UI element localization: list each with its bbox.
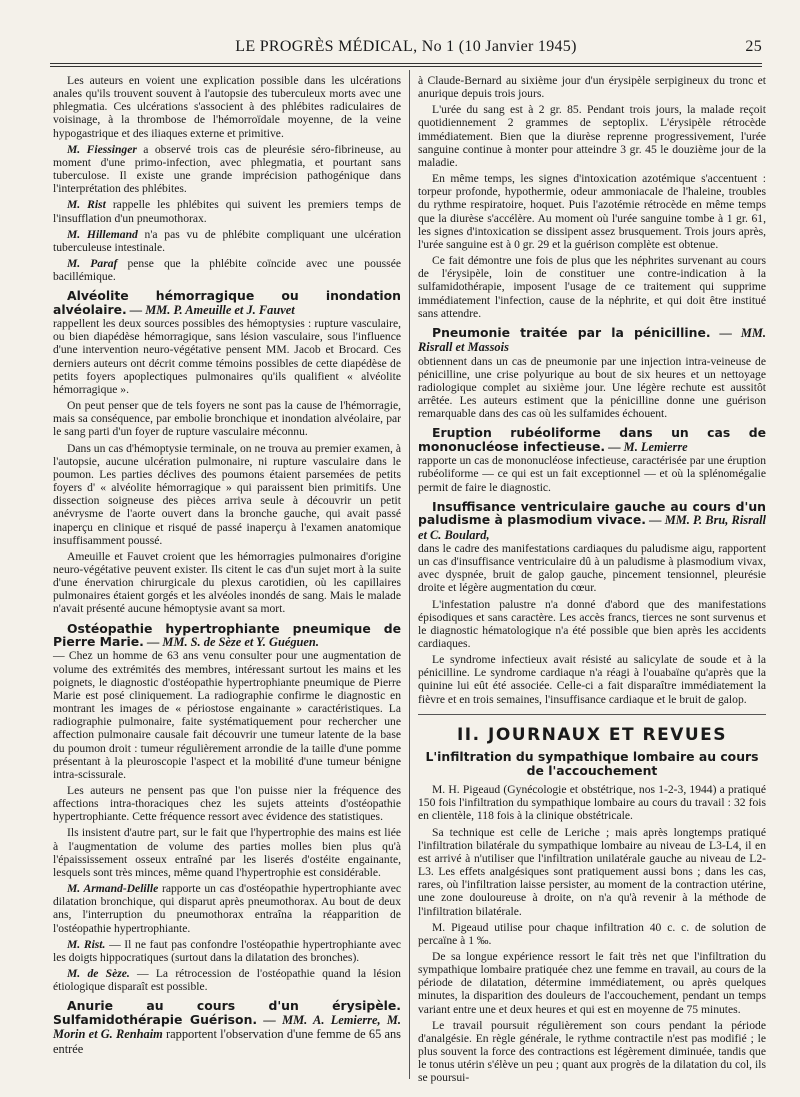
- paragraph-text: (Gynécologie et obstétrique, nos 1-2-3, 1944) a pratiqué 150 fois l'infiltration du sympathique lombaire au cours du travail : 32 fois en clientèle, 118 fois à la clinique obstétricale.: [418, 783, 766, 823]
- author-name: — MM. A. Lemierre, M. Morin et G. Renhaim: [53, 1012, 402, 1042]
- column-divider: [409, 70, 410, 1079]
- author-name: — MM. P. Bru, Risrall et C. Boulard,: [418, 513, 766, 542]
- section-title: II. JOURNAUX ET REVUES: [456, 724, 728, 745]
- paragraph: à Claude-Bernard au sixième jour d'un érysipèle serpigineux du tronc et anurique depuis trois jours.: [418, 74, 766, 101]
- author-name: M. Paraf: [67, 257, 118, 271]
- paragraph: M. Pigeaud utilise pour chaque infiltration 40 c. c. de solution de percaïne à 1 ‰.: [418, 920, 766, 947]
- author-name: M. de Sèze.: [67, 967, 130, 980]
- right-column: [418, 74, 766, 1085]
- heading-text: Ostéopathie hypertrophiante pneumique de Pierre Marie.: [53, 620, 401, 649]
- paragraph: rappellent les deux sources possibles des hémoptysies : rupture vasculaire, ou bien diapédèse hémorragique, sans lésion vasculaire, sous l'influence d'une intervention neuro-végétative pensent MM. Jacob et Brocard. Ces derniers auteurs ont décrit comme témoins possibles de cette diapédèse de petits foyers apoplectiques pulmonaires qu'ils qualifient « alvéolite hémorragique ».: [53, 317, 401, 396]
- paragraph: [53, 882, 401, 935]
- paragraph: [53, 198, 401, 224]
- paragraph: rapporte un cas de mononucléose infectieuse, caractérisée par une éruption rubéoliforme — ce qui est un fait exceptionnel — et où la splénomégalie permit de faire le diagnostic.: [418, 454, 766, 494]
- paragraph: De sa longue expérience ressort le fait très net que l'infiltration du sympathique lombaire pratiquée chez une femme en travail, au cours de la période de dilatation, détermine immédiatement, ou après quelques minutes, la disparition des douleurs de l'accouchement, pendant un temps variant entre une et deux heures et qui est en moyenne de 75 minutes.: [418, 950, 766, 1016]
- journal-title: LE PROGRÈS MÉDICAL, No 1 (10 Janvier 1945): [235, 38, 577, 55]
- paragraph: obtiennent dans un cas de pneumonie par une injection intra-veineuse de pénicilline, une crise polyurique au bout de six heures et un nettoyage radiologique complet au sixième jour. Une légère rechute est aussitôt arrêtée. Les auteurs estiment que la pénicilline donne une guérison remarquable dans des cas où les sulfamides échouent.: [418, 354, 766, 421]
- running-header: [50, 38, 762, 60]
- paragraph: En même temps, les signes d'intoxication azotémique s'accentuent : torpeur profonde, hypothermie, odeur ammoniacale de l'haleine, troubles du rythme respiratoire, hoquet. Puis l'azotémie rétrocède en même temps que la diurèse s'accélère. Au moment où l'urée sanguine tombe à 1 gr. 61, les signes d'intoxication se dissipent assez brusquement. Trois jours après, l'urée sanguine est à 0 gr. 29 et la guérison complète est obtenue.: [418, 172, 766, 251]
- paragraph-text: — La rétrocession de l'ostéopathie quand la lésion étiologique disparaît est possible.: [53, 967, 401, 994]
- heading-text: Pneumonie traitée par la pénicilline.: [432, 324, 711, 340]
- paragraph: dans le cadre des manifestations cardiaques du paludisme aigu, rapportent un cas d'insuffisance ventriculaire dû à un paludisme à plasmodium vivax, avec dyspnée, bruit de galop gauche, pincement tensionnel, pleurésie droite et légère augmentation du cœur.: [418, 541, 766, 595]
- paragraph-text: rappelle les phlébites qui suivent les premiers temps de l'insufflation d'un pneumothorax.: [53, 198, 401, 225]
- article-heading: [53, 999, 401, 1056]
- paragraph: [53, 938, 401, 964]
- author-name: — MM. P. Ameuille et J. Fauvet: [126, 302, 295, 317]
- heading-text: Anurie au cours d'un érysipèle. Sulfamidothérapie Guérison.: [53, 998, 401, 1027]
- paragraph: Le syndrome infectieux avait résisté au salicylate de soude et à la pénicilline. Le syndrome cardiaque n'a réagi à l'ouabaïne qu'après que la quinine lui eût été associée. Celle-ci a fait disparaître immédiatement la fièvre et en trois semaines, l'insuffisance cardiaque et le bruit de galop.: [418, 653, 766, 706]
- paragraph: [53, 228, 401, 254]
- paragraph-text: pense que la phlébite coïncide avec une poussée bacillémique.: [53, 257, 401, 284]
- article-heading: [418, 426, 766, 454]
- author-name: M. Rist: [67, 198, 106, 212]
- author-name: M. Rist.: [67, 937, 106, 951]
- heading-text: Eruption rubéoliforme dans un cas de mononucléose infectieuse.: [418, 425, 766, 454]
- article-heading: [418, 500, 766, 542]
- paragraph: [418, 783, 766, 822]
- author-name: — M. Lemierre: [605, 439, 688, 454]
- section-divider: [418, 714, 766, 715]
- author-name: — MM. S. de Sèze et Y. Guéguen.: [143, 635, 319, 649]
- author-name: — MM. Risrall et Massois: [418, 325, 766, 355]
- paragraph-text: rapportent l'observation d'une femme de 65 ans entrée: [53, 1027, 401, 1056]
- article-heading: [53, 622, 401, 650]
- paragraph: Ameuille et Fauvet croient que les hémorragies pulmonaires d'origine neuro-végétative peuvent exister. Ils citent le cas d'un sujet mort à la suite d'une énervation chirurgicale du plexus carotidien, où les capillaires pulmonaires étaient gorgés et les alvéoles inondés de sang. Mais le malade n'avait présenté aucune hémoptysie avant sa mort.: [53, 549, 401, 616]
- article-heading: [418, 326, 766, 355]
- paragraph: Le travail poursuit régulièrement son cours pendant la période d'analgésie. En règle générale, le rythme contractile n'est pas modifié ; le plus souvent la force des contractions est légèrement diminuée, tandis que le tonus utérin s'élève un peu ; quant aux progrès de la dilatation du col, ils se poursui-: [418, 1018, 766, 1085]
- heading-text: Insuffisance ventriculaire gauche au cours d'un paludisme à plasmodium vivace.: [418, 498, 766, 528]
- header-rule: [50, 63, 762, 64]
- header-rule-double: [50, 66, 762, 67]
- left-column: [53, 74, 401, 1074]
- page-number: 25: [745, 38, 762, 55]
- paragraph-text: a observé trois cas de pleurésie séro-fibrineuse, au moment d'une primo-infection, avec phlegmatia, et pourtant sans tuberculose. Il existe une grande imprécision pathogénique dans l'interprétation des phlébites.: [53, 142, 401, 196]
- paragraph: [53, 143, 401, 196]
- paragraph-text: — Il ne faut pas confondre l'ostéopathie hypertrophiante avec les doigts hippocratiques (surtout dans la dilatation des bronches).: [53, 937, 401, 964]
- paragraph: Sa technique est celle de Leriche ; mais après longtemps pratiqué l'infiltration bilatérale du sympathique lombaire au niveau de L3-L4, il en est arrivé à n'utiliser que l'infiltration unilatérale gauche au niveau de L2-L3. Les effets analgésiques sont pratiquement aussi bons ; dans les cas, rares, où l'infiltration laisse persister, au moment de la contraction utérine, une zone douloureuse à droite, on n'a qu'à revenir à la méthode de l'infiltration bilatérale.: [418, 825, 766, 918]
- paragraph: Ils insistent d'autre part, sur le fait que l'hypertrophie des mains est liée à l'augmentation de volume des parties molles bien plus qu'à l'épaississement osseux entraîné par les liserés d'ostéite engainante, lesquels sont très minces, même quand l'hypertrophie est considérable.: [53, 826, 401, 879]
- paragraph-text: n'a pas vu de phlébite compliquant une ulcération tuberculeuse intestinale.: [53, 227, 402, 254]
- paragraph-text: rapporte un cas d'ostéopathie hypertrophiante avec dilatation bronchique, qui disparut après pneumothorax. Au bout de deux ans, l'interruption du pneumothorax entraîna la réapparition de l'ostéopathie hypertrophiante.: [53, 882, 402, 935]
- paragraph: L'urée du sang est à 2 gr. 85. Pendant trois jours, la malade reçoit quotidiennement 2 grammes de septoplix. L'érysipèle rétrocède immédiatement. Bien que la diurèse reprenne progressivement, l'urée sanguine continue à monter pour atteindre 3 gr. 45 le douzième jour de la maladie.: [418, 103, 766, 169]
- paragraph: Dans un cas d'hémoptysie terminale, on ne trouva au premier examen, à l'autopsie, aucune ulcération pulmonaire, ni rupture vasculaire dans le poumon. Les parties déclives des poumons étaient parsemées de petits foyers d' « alvéolite hémorragique » qui paraissent bien primitifs. Une dissection soigneuse des pièces arriva seule à découvrir un petit anévrysme de l'aorte ouvert dans la bronche gauche, qui avait passé inaperçu en clinique et risqué de passé inaperçu à l'examen anatomique insuffisamment poussé.: [53, 441, 401, 547]
- paragraph: Les auteurs ne pensent pas que l'on puisse nier la fréquence des affections intra-thoraciques chez les sujets atteints d'ostéopathie hypertrophiante. Cette fréquence ressort avec évidence des statistiques.: [53, 783, 401, 824]
- author-name: M. H. Pigeaud: [432, 783, 501, 797]
- paragraph: [53, 967, 401, 993]
- paragraph: On peut penser que de tels foyers ne sont pas la cause de l'hémorragie, mais sa conséquence, par embolie bronchique et inondation alvéolaire, par le sang parti d'un foyer de rupture vasculaire méconnu.: [53, 399, 401, 439]
- heading-text: Alvéolite hémorragique ou inondation alvéolaire.: [53, 288, 401, 317]
- article-heading: [53, 289, 401, 317]
- paragraph: [53, 257, 401, 283]
- paragraph: Ce fait démontre une fois de plus que les néphrites survenant au cours de l'érysipèle, loin de constituer une contre-indication à la sulfamidothérapie, imposent l'usage de ce traitement qui supprime immédiatement l'infection, cause de la néphrite, et qui doit être institué sans attendre.: [418, 254, 766, 320]
- article-subhead: L'infiltration du sympathique lombaire au cours de l'accouchement: [425, 748, 759, 778]
- paragraph: — Chez un homme de 63 ans venu consulter pour une augmentation de volume des extrémités des membres, intéressant surtout les mains et les poignets, le diagnostic d'ostéopathie hypertrophiante pneumique de Pierre Marie est posé cliniquement. La radiographie confirme le diagnostic en montrant les images de « périostose engainante » caractéristiques. La radiographie pulmonaire, faite systématiquement pour rechercher une affection pulmonaire causale fait découvrir une tumeur latente de la base du poumon droit : tumeur régulièrement arrondie de la taille d'une pomme présentant à la pleuroscopie l'aspect et la mobilité d'une tumeur bénigne intra-scissurale.: [53, 649, 401, 781]
- author-name: M. Hillemand: [67, 227, 138, 241]
- paragraph: L'infestation palustre n'a donné d'abord que des manifestations épisodiques et sans caractère. Les accès francs, tierces ne sont survenus et le diagnostic hématologique n'a été possible que bien après les accidents cardiaques.: [418, 597, 766, 650]
- author-name: M. Armand-Delille: [67, 882, 159, 896]
- author-name: M. Fiessinger: [67, 142, 137, 156]
- paragraph: Les auteurs en voient une explication possible dans les ulcérations anales qu'ils trouvent souvent à l'autopsie des tuberculeux morts avec une phlegmatia. Ces ulcérations s'associent à des phlébites radiculaires de voisinage, à la thrombose de l'hémorroïdale moyenne, de la veine hypogastrique et des iliaques externe et primitive.: [53, 74, 401, 140]
